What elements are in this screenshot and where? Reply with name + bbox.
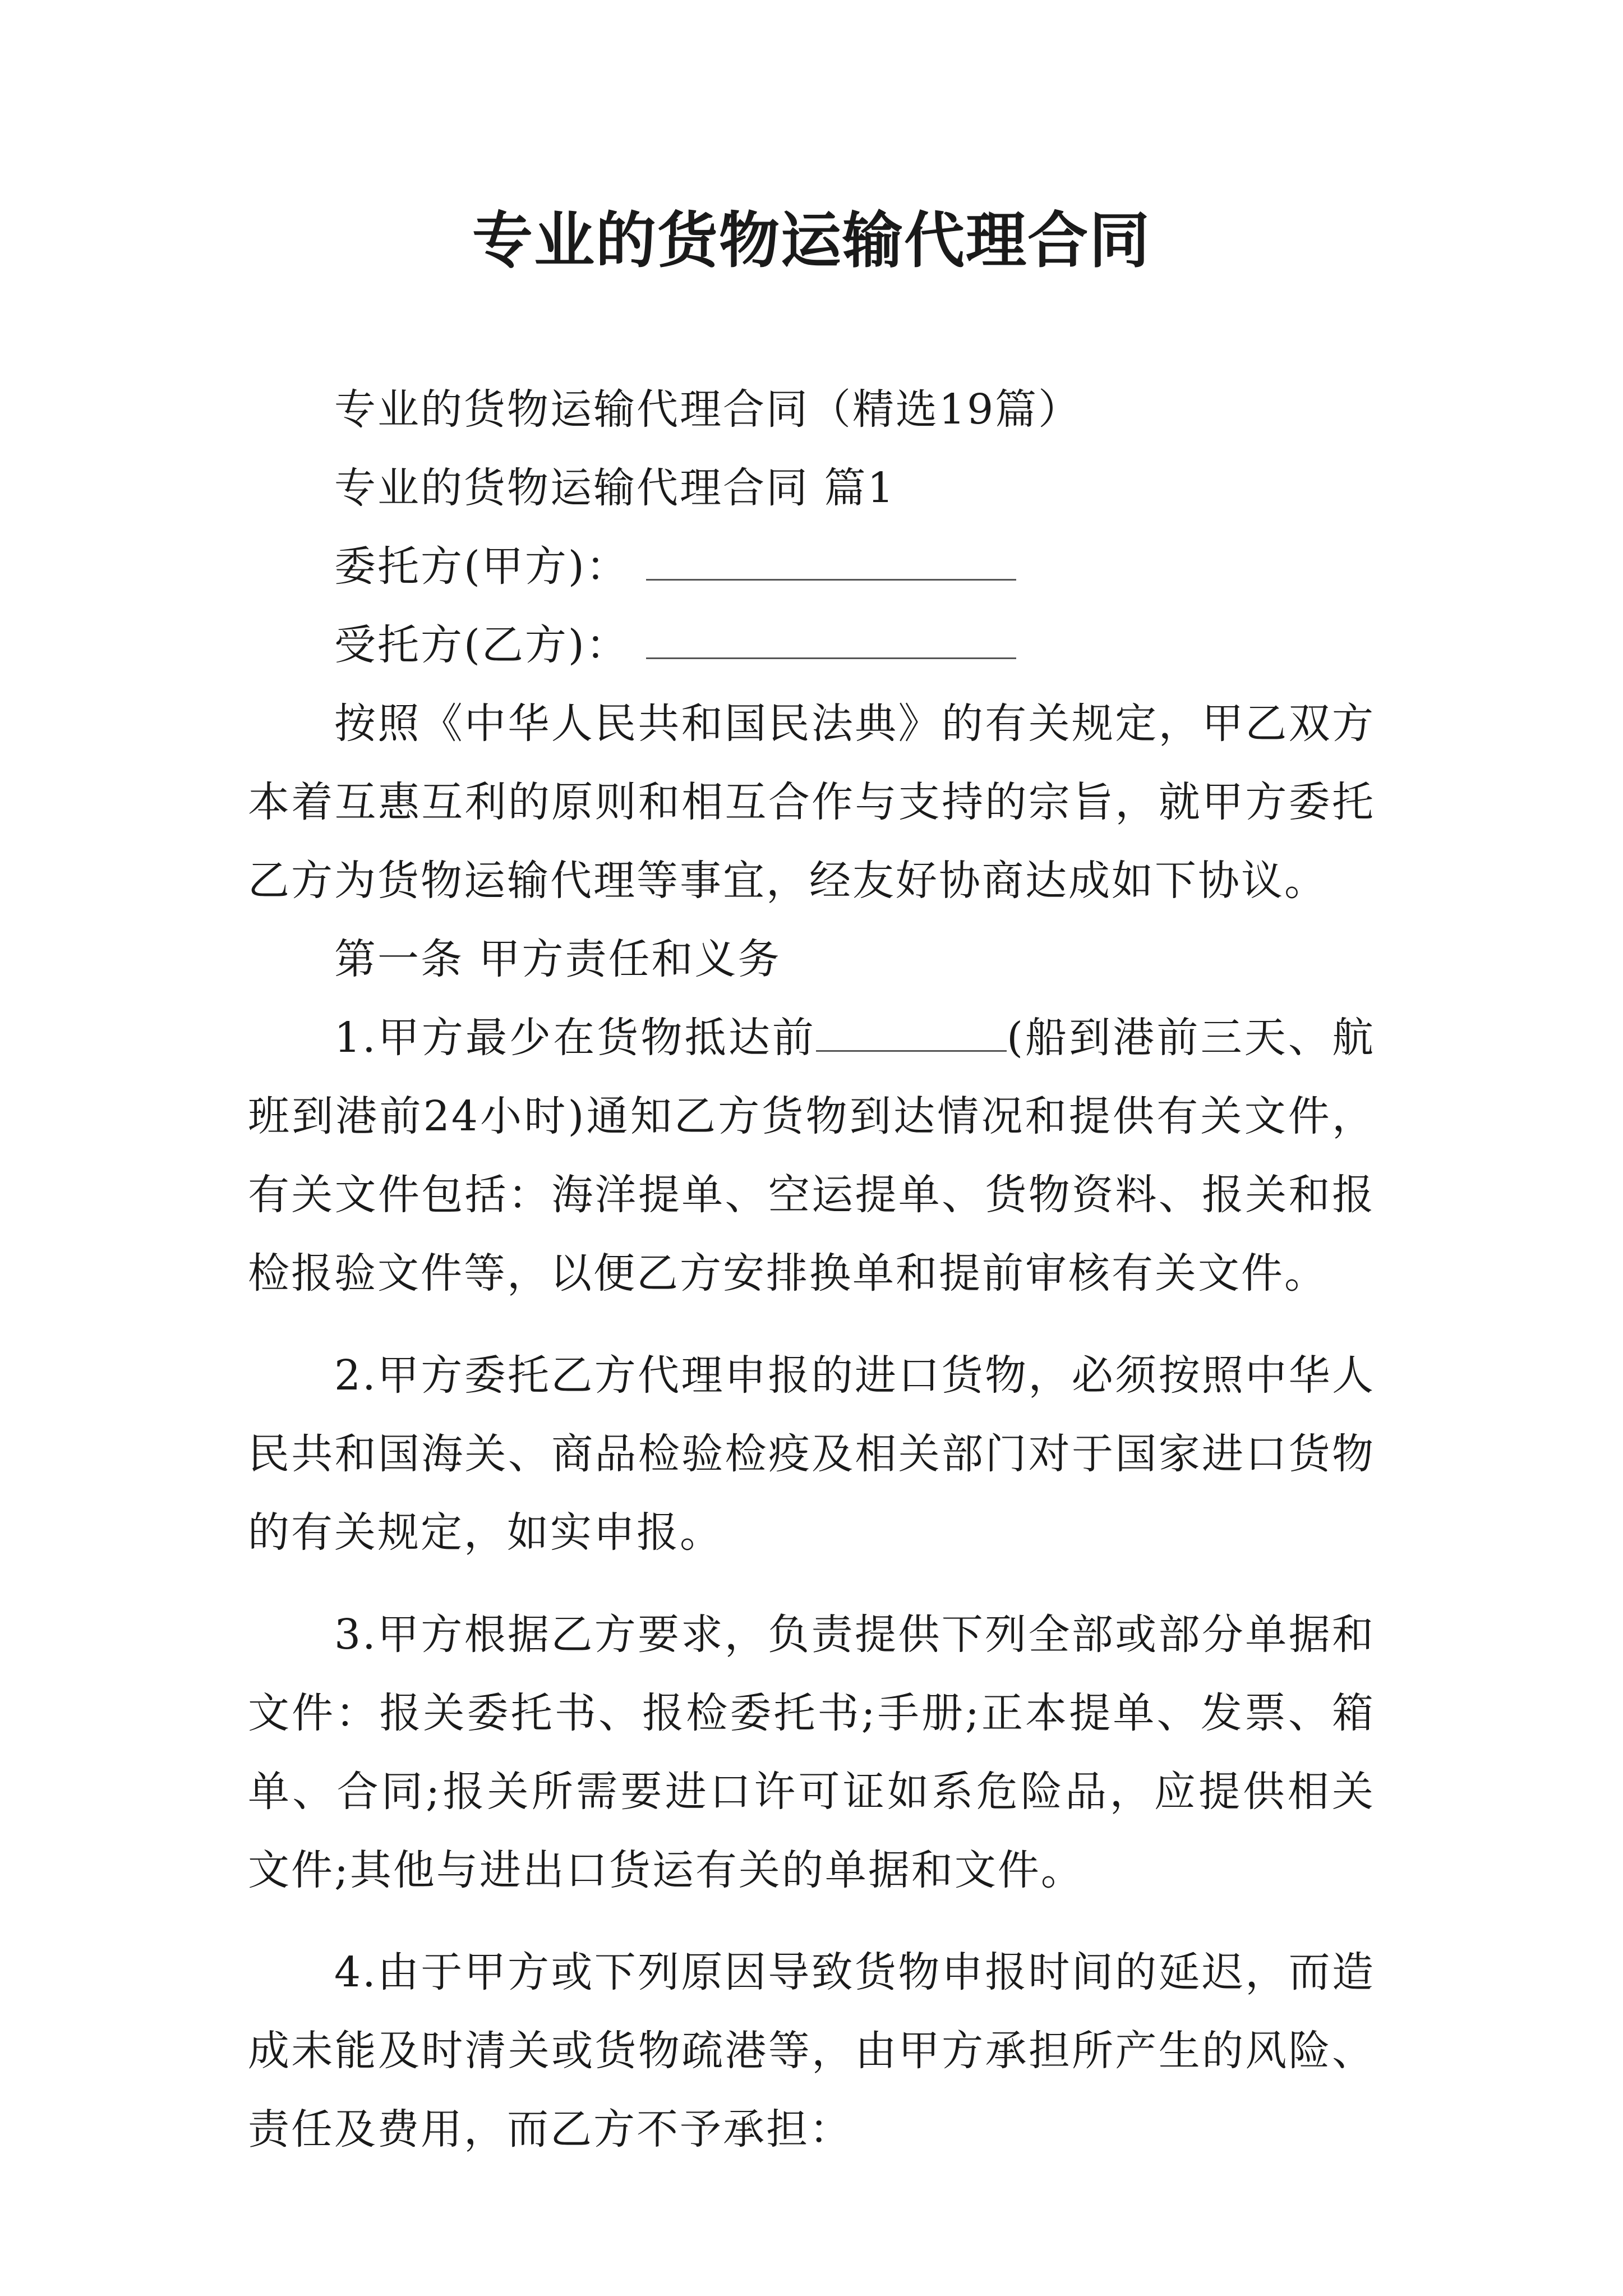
party-a-label: 委托方(甲方)：: [334, 542, 629, 591]
part-heading: 专业的货物运输代理合同 篇1: [334, 464, 896, 512]
clause-2: 2.甲方委托乙方代理申报的进口货物，必须按照中华人民共和国海关、商品检验检疫及相关部门对于国家进口货物的有关规定，如实申报。: [248, 1351, 1375, 1557]
subtitle-line: 专业的货物运输代理合同（精选19篇）: [334, 385, 1082, 434]
clause-1: [248, 999, 1375, 1313]
intro-paragraph: 按照《中华人民共和国民法典》的有关规定，甲乙双方本着互惠互利的原则和相互合作与支持的宗旨，就甲方委托乙方为货物运输代理等事宜，经友好协商达成如下协议。: [248, 700, 1375, 905]
party-a-blank: [646, 540, 1016, 581]
party-b-line: [248, 606, 1375, 684]
document-body: [248, 370, 1375, 2169]
clause-1-text-after: (船到港前三天、航班到港前24小时)通知乙方货物到达情况和提供有关文件，有关文件包括：海洋提单、空运提单、货物资料、报关和报检报验文件等，以便乙方安排换单和提前审核有关文件。: [248, 1014, 1375, 1297]
party-a-line: [248, 527, 1375, 606]
document-title: 专业的货物运输代理合同: [472, 206, 1151, 276]
clause-1-blank: [816, 1011, 1007, 1052]
article-1-heading: 第一条 甲方责任和义务: [334, 935, 781, 983]
party-b-blank: [646, 618, 1016, 659]
clause-1-text-before: 1.甲方最少在货物抵达前: [334, 1014, 817, 1062]
clause-4: 4.由于甲方或下列原因导致货物申报时间的延迟，而造成未能及时清关或货物疏港等，由甲方承担所产生的风险、责任及费用，而乙方不予承担：: [248, 1948, 1375, 2154]
party-b-label: 受托方(乙方)：: [334, 621, 629, 669]
clause-3: 3.甲方根据乙方要求，负责提供下列全部或部分单据和文件：报关委托书、报检委托书;手册;正本提单、发票、箱单、合同;报关所需要进口许可证如系危险品，应提供相关文件;其他与进出口货运有关的单据和文件。: [248, 1611, 1375, 1894]
